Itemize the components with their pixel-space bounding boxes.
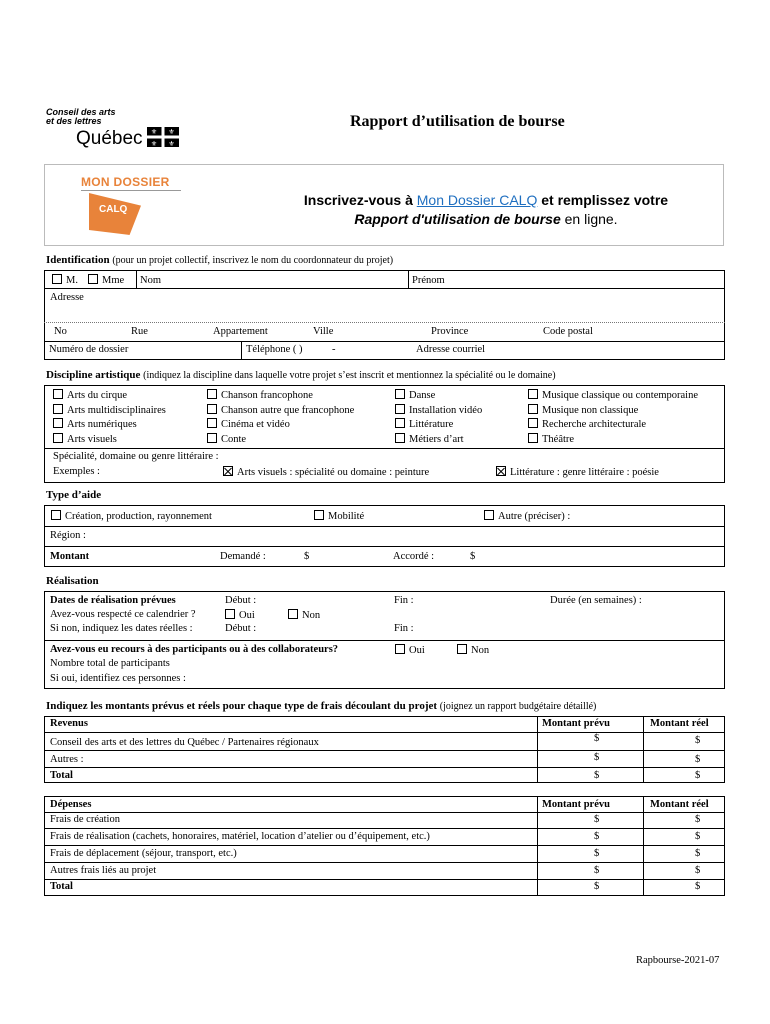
revenus-row-label: Autres :: [50, 754, 84, 765]
installation-video-checkbox[interactable]: [395, 404, 405, 414]
recours-label: Avez-vous eu recours à des participants ou à des collaborateurs?: [50, 644, 339, 655]
specialite-label: Spécialité, domaine ou genre littéraire :: [53, 451, 219, 462]
fleur-de-lys-flag-icon: [147, 127, 179, 147]
dollar-sign: $: [594, 831, 600, 842]
discipline-title: Discipline artistique: [46, 369, 141, 381]
prenom-label: Prénom: [412, 275, 445, 286]
budget-title: Indiquez les montants prévus et réels pour chaque type de frais découlant du projet: [46, 700, 438, 712]
discipline-option: Cinéma et vidéo: [221, 419, 290, 430]
musique-non-classique-checkbox[interactable]: [528, 404, 538, 414]
recours-non-checkbox[interactable]: [457, 644, 467, 654]
rue-label: Rue: [131, 326, 148, 337]
depenses-row-label: Frais de création: [50, 814, 120, 825]
identification-note: (pour un projet collectif, inscrivez le nom du coordonnateur du projet): [112, 255, 394, 266]
province-label: Province: [431, 326, 469, 337]
fin-reel-label: Fin :: [394, 623, 414, 634]
svg-text:⚜: ⚜: [168, 128, 176, 136]
discipline-option: Théâtre: [542, 433, 575, 445]
discipline-option: Installation vidéo: [409, 404, 483, 416]
debut-reel-label: Début :: [225, 623, 257, 634]
oui-label: Oui: [239, 610, 255, 621]
mon-dossier-banner: [44, 164, 724, 246]
accorde-label: Accordé :: [393, 551, 435, 562]
discipline-option: Conte: [221, 433, 247, 445]
depenses-total-label: Total: [50, 881, 73, 892]
discipline-option: Recherche architecturale: [542, 419, 647, 430]
metiers-art-checkbox[interactable]: [395, 433, 405, 443]
dollar-sign: $: [594, 865, 600, 876]
dollar-sign: $: [594, 848, 600, 859]
musique-classique-checkbox[interactable]: [528, 389, 538, 399]
discipline-col3: [395, 389, 482, 447]
discipline-option: Chanson autre que francophone: [221, 404, 355, 416]
danse-checkbox[interactable]: [395, 389, 405, 399]
litterature-checkbox[interactable]: [395, 418, 405, 428]
discipline-option: Littérature: [409, 419, 454, 430]
budget-heading: [46, 700, 596, 712]
dollar-sign: $: [695, 831, 701, 842]
depenses-row-label: Frais de réalisation (cachets, honoraires, matériel, location d’atelier ou d’équipement, etc.): [50, 831, 430, 842]
logo-line1: Conseil des arts: [46, 107, 116, 117]
region-label: Région :: [50, 530, 86, 541]
theatre-checkbox[interactable]: [528, 433, 538, 443]
oui-label: Oui: [409, 645, 425, 656]
non-label: Non: [471, 645, 490, 656]
chanson-autre-checkbox[interactable]: [207, 404, 217, 414]
example-arts-visuels: Arts visuels : spécialité ou domaine : peinture: [237, 467, 430, 478]
discipline-col1: [53, 389, 166, 447]
dollar-sign: $: [695, 814, 701, 825]
dollar-sign: $: [695, 865, 701, 876]
mme-label: Mme: [102, 275, 125, 286]
conte-checkbox[interactable]: [207, 433, 217, 443]
discipline-col2: [207, 389, 354, 447]
dollar-sign: $: [695, 881, 701, 892]
depenses-row-label: Autres frais liés au projet: [50, 865, 157, 876]
dollar-sign: $: [594, 752, 600, 763]
depenses-reel-header: Montant réel: [650, 799, 709, 810]
calq-tag: CALQ: [99, 204, 128, 215]
revenus-header: Revenus: [50, 718, 88, 729]
mobilite-label: Mobilité: [328, 511, 365, 522]
exemples-label: Exemples :: [53, 466, 100, 477]
duree-label: Durée (en semaines) :: [550, 595, 642, 606]
example-checked-box: [223, 466, 233, 476]
creation-checkbox[interactable]: [51, 510, 61, 520]
banner-line1-pre: Inscrivez-vous à: [303, 192, 417, 208]
depenses-table: [44, 796, 725, 896]
code-postal-label: Code postal: [543, 326, 593, 337]
discipline-col4: [528, 389, 698, 447]
dates-label: Dates de réalisation prévues: [50, 595, 176, 606]
recherche-architecturale-checkbox[interactable]: [528, 418, 538, 428]
discipline-option: Arts du cirque: [67, 390, 128, 401]
demande-label: Demandé :: [220, 551, 266, 562]
revenus-prevu-header: Montant prévu: [542, 718, 610, 729]
nombre-label: Nombre total de participants: [50, 658, 170, 669]
recours-oui-checkbox[interactable]: [395, 644, 405, 654]
revenus-total-label: Total: [50, 770, 73, 781]
m-checkbox[interactable]: [52, 274, 62, 284]
dollar-sign: $: [695, 770, 701, 781]
creation-label: Création, production, rayonnement: [65, 511, 212, 522]
depenses-header: Dépenses: [50, 799, 92, 810]
discipline-option: Arts numériques: [67, 419, 137, 430]
logo-line2: et des lettres: [46, 116, 102, 126]
accorde-dollar: $: [470, 551, 476, 562]
banner-line1-post: et remplissez votre: [537, 192, 669, 208]
realisation-heading: Réalisation: [46, 575, 99, 587]
form-code: Rapbourse-2021-07: [636, 955, 720, 966]
mme-checkbox[interactable]: [88, 274, 98, 284]
discipline-option: Musique non classique: [542, 404, 639, 416]
discipline-option: Musique classique ou contemporaine: [542, 390, 699, 401]
dollar-sign: $: [594, 733, 600, 744]
example-checked-box: [496, 466, 506, 476]
mon-dossier-link[interactable]: Mon Dossier CALQ: [416, 192, 538, 208]
identifiez-label: Si oui, identifiez ces personnes :: [50, 673, 186, 684]
page-title: Rapport d’utilisation de bourse: [350, 113, 565, 130]
banner-line2-italic: Rapport d'utilisation de bourse: [354, 211, 561, 227]
discipline-option: Chanson francophone: [221, 390, 313, 401]
sinon-label: Si non, indiquez les dates réelles :: [50, 623, 193, 634]
example-litterature: Littérature : genre littéraire : poésie: [510, 467, 659, 478]
revenus-row-label: Conseil des arts et des lettres du Québec / Partenaires régionaux: [50, 737, 319, 748]
dollar-sign: $: [695, 848, 701, 859]
discipline-note: (indiquez la discipline dans laquelle votre projet s’est inscrit et mentionnez la spécialité ou le domaine): [143, 370, 556, 381]
discipline-option: Métiers d’art: [409, 433, 464, 445]
autre-checkbox[interactable]: [484, 510, 494, 520]
budget-note: (joignez un rapport budgétaire détaillé): [439, 701, 597, 712]
calq-logo: [46, 108, 179, 148]
mon-dossier-logo-text: MON DOSSIER: [81, 175, 170, 189]
dollar-sign: $: [594, 814, 600, 825]
arts-numeriques-checkbox[interactable]: [53, 418, 63, 428]
chanson-francophone-checkbox[interactable]: [207, 389, 217, 399]
svg-text:⚜: ⚜: [151, 128, 158, 136]
debut-label: Début :: [225, 595, 257, 606]
svg-text:⚜: ⚜: [151, 140, 158, 147]
montant-label: Montant: [50, 551, 90, 562]
discipline-option: Arts visuels: [67, 433, 117, 445]
adresse-label: Adresse: [50, 292, 84, 303]
m-label: M.: [66, 275, 78, 286]
respecte-oui-checkbox[interactable]: [225, 609, 235, 619]
banner-line2-post: en ligne.: [560, 211, 618, 227]
numero-dossier-label: Numéro de dossier: [49, 344, 129, 355]
appartement-label: Appartement: [213, 326, 268, 337]
type-aide-heading: Type d’aide: [46, 489, 102, 501]
arts-multidisciplinaires-checkbox[interactable]: [53, 404, 63, 414]
discipline-option: Arts multidisciplinaires: [67, 404, 166, 416]
telephone-dash: -: [332, 344, 336, 355]
autre-label: Autre (préciser) :: [498, 511, 571, 522]
mon-dossier-logo: [81, 175, 185, 239]
svg-text:⚜: ⚜: [168, 140, 176, 147]
arts-visuels-checkbox[interactable]: [53, 433, 63, 443]
courriel-label: Adresse courriel: [416, 344, 486, 355]
depenses-row-label: Frais de déplacement (séjour, transport, etc.): [50, 848, 237, 859]
discipline-heading: [46, 369, 556, 381]
logo-quebec: Québec: [76, 128, 143, 149]
dollar-sign: $: [594, 770, 600, 781]
ville-label: Ville: [313, 326, 334, 337]
dollar-sign: $: [695, 735, 701, 746]
respecte-label: Avez-vous respecté ce calendrier ?: [50, 609, 196, 620]
dollar-sign: $: [594, 881, 600, 892]
respecte-non-checkbox[interactable]: [288, 609, 298, 619]
revenus-reel-header: Montant réel: [650, 718, 709, 729]
telephone-label: Téléphone ( ): [246, 344, 303, 355]
non-label: Non: [302, 610, 321, 621]
identification-heading: [46, 254, 393, 266]
discipline-option: Danse: [409, 390, 436, 401]
arts-du-cirque-checkbox[interactable]: [53, 389, 63, 399]
no-label: No: [54, 326, 67, 337]
cinema-video-checkbox[interactable]: [207, 418, 217, 428]
dollar-sign: $: [695, 754, 701, 765]
demande-dollar: $: [304, 551, 310, 562]
nom-label: Nom: [140, 275, 161, 286]
mobilite-checkbox[interactable]: [314, 510, 324, 520]
fin-label: Fin :: [394, 595, 414, 606]
depenses-prevu-header: Montant prévu: [542, 799, 610, 810]
identification-title: Identification: [46, 254, 110, 266]
